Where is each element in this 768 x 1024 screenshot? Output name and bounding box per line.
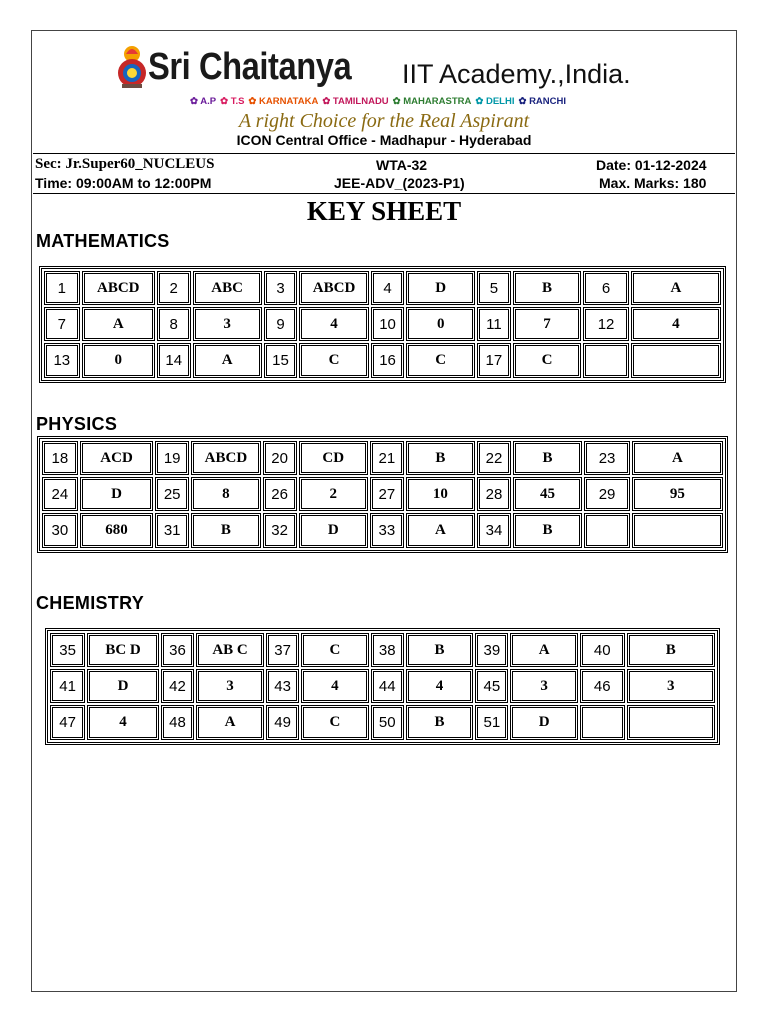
question-number: 7 [44,307,80,341]
question-number: 18 [42,441,78,475]
answer-key: ACD [80,441,154,475]
question-number: 36 [161,633,194,667]
answer-key: D [80,477,154,511]
answer-key: B [406,705,473,740]
question-number: 23 [584,441,630,475]
answer-key: A [510,633,577,667]
answer-key: B [406,633,473,667]
section-title-mathematics: MATHEMATICS [36,231,170,251]
question-number: 20 [263,441,297,475]
table-row [50,705,715,740]
answer-key: D [87,669,159,703]
answer-key: B [627,633,715,667]
question-number: 4 [371,271,405,305]
answer-key: ABCD [299,271,368,305]
question-number: 15 [264,343,298,378]
question-number [580,705,625,740]
question-number: 31 [155,513,189,548]
question-number: 34 [477,513,511,548]
answer-key: C [301,705,368,740]
answer-key: C [406,343,475,378]
exam-date: Date: 01-12-2024 [596,157,707,173]
exam-time: Time: 09:00AM to 12:00PM [35,175,212,191]
table-row [44,343,721,378]
brand-subtitle: IIT Academy.,India. [402,59,631,89]
question-number [583,343,628,378]
question-number: 5 [477,271,511,305]
question-number: 9 [264,307,298,341]
exam-pattern: JEE-ADV_(2023-P1) [334,175,465,191]
question-number: 46 [580,669,625,703]
question-number: 33 [370,513,404,548]
question-number: 37 [266,633,299,667]
section-code: Sec: Jr.Super60_NUCLEUS [35,156,215,172]
answer-key: B [406,441,475,475]
answer-key: 3 [193,307,262,341]
academy-logo [114,44,150,90]
answer-key: 680 [80,513,154,548]
state-label: ✿ MAHARASTRA [392,96,472,107]
question-number: 6 [583,271,628,305]
state-label: ✿ KARNATAKA [248,96,319,107]
answer-key: 3 [196,669,264,703]
question-number: 26 [263,477,297,511]
brand-name: Sri Chaitanya [148,46,352,88]
key-table-mathematics [41,268,724,381]
answer-key: C [299,343,368,378]
answer-key: 95 [632,477,723,511]
answer-key: A [406,513,475,548]
answer-key: B [513,441,582,475]
answer-key: 4 [301,669,368,703]
question-number: 41 [50,669,85,703]
question-number: 39 [475,633,508,667]
question-number: 35 [50,633,85,667]
question-number: 29 [584,477,630,511]
question-number: 8 [157,307,191,341]
answer-key: C [301,633,368,667]
answer-key: BC D [87,633,159,667]
answer-key: 4 [631,307,721,341]
table-row [44,307,721,341]
answer-key: D [406,271,475,305]
question-number: 1 [44,271,80,305]
answer-key: A [82,307,155,341]
answer-key: A [193,343,262,378]
answer-key: A [631,271,721,305]
table-row [44,271,721,305]
question-number: 11 [477,307,511,341]
question-number: 30 [42,513,78,548]
answer-key: 7 [513,307,582,341]
answer-key: ABCD [82,271,155,305]
question-number: 47 [50,705,85,740]
tagline: A right Choice for the Real Aspirant [238,110,530,132]
page-title: KEY SHEET [306,196,462,226]
question-number: 44 [371,669,404,703]
question-number: 13 [44,343,80,378]
table-row [50,669,715,703]
answer-key: 0 [406,307,475,341]
question-number: 19 [155,441,189,475]
state-label: ✿ T.S [220,96,245,107]
question-number: 3 [264,271,298,305]
question-number: 17 [477,343,511,378]
answer-key: 45 [513,477,582,511]
answer-key: D [299,513,368,548]
question-number: 10 [371,307,405,341]
question-number: 21 [370,441,404,475]
divider-bottom [33,193,735,194]
question-number: 49 [266,705,299,740]
test-code: WTA-32 [376,157,428,173]
answer-key: 3 [627,669,715,703]
divider-top [33,153,735,154]
answer-key: A [632,441,723,475]
answer-key: CD [299,441,368,475]
question-number: 45 [475,669,508,703]
table-row [50,633,715,667]
answer-key: 2 [299,477,368,511]
key-table-chemistry [47,630,718,743]
answer-key: 3 [510,669,577,703]
answer-key: ABCD [191,441,261,475]
answer-key: 0 [82,343,155,378]
answer-key: D [510,705,577,740]
question-number: 28 [477,477,511,511]
question-number: 2 [157,271,191,305]
question-number: 42 [161,669,194,703]
question-number: 25 [155,477,189,511]
answer-key: B [513,513,582,548]
state-label: ✿ A.P [190,96,217,107]
state-label: ✿ TAMILNADU [322,96,389,107]
question-number: 38 [371,633,404,667]
question-number: 50 [371,705,404,740]
question-number: 27 [370,477,404,511]
question-number: 40 [580,633,625,667]
answer-key [632,513,723,548]
section-title-chemistry: CHEMISTRY [36,593,145,613]
question-number: 14 [157,343,191,378]
answer-key: 4 [299,307,368,341]
office-address: ICON Central Office - Madhapur - Hyderabad [236,132,532,148]
answer-key: B [191,513,261,548]
question-number: 32 [263,513,297,548]
question-number: 12 [583,307,628,341]
answer-key [631,343,721,378]
table-row [42,477,723,511]
table-row [42,441,723,475]
section-title-physics: PHYSICS [36,414,118,434]
answer-key: B [513,271,582,305]
question-number: 24 [42,477,78,511]
answer-key: ABC [193,271,262,305]
state-label: ✿ DELHI [475,96,515,107]
question-number: 22 [477,441,511,475]
answer-key: C [513,343,582,378]
question-number: 16 [371,343,405,378]
brand-header [148,46,384,89]
max-marks: Max. Marks: 180 [599,175,707,191]
key-table-physics [39,438,726,551]
answer-key: AB C [196,633,264,667]
answer-key: 10 [406,477,475,511]
state-label: ✿ RANCHI [518,96,567,107]
answer-key: 8 [191,477,261,511]
states-list [190,96,570,107]
table-row [42,513,723,548]
question-number: 43 [266,669,299,703]
question-number [584,513,630,548]
answer-key: 4 [406,669,473,703]
answer-key [627,705,715,740]
question-number: 51 [475,705,508,740]
answer-key: A [196,705,264,740]
question-number: 48 [161,705,194,740]
answer-key: 4 [87,705,159,740]
